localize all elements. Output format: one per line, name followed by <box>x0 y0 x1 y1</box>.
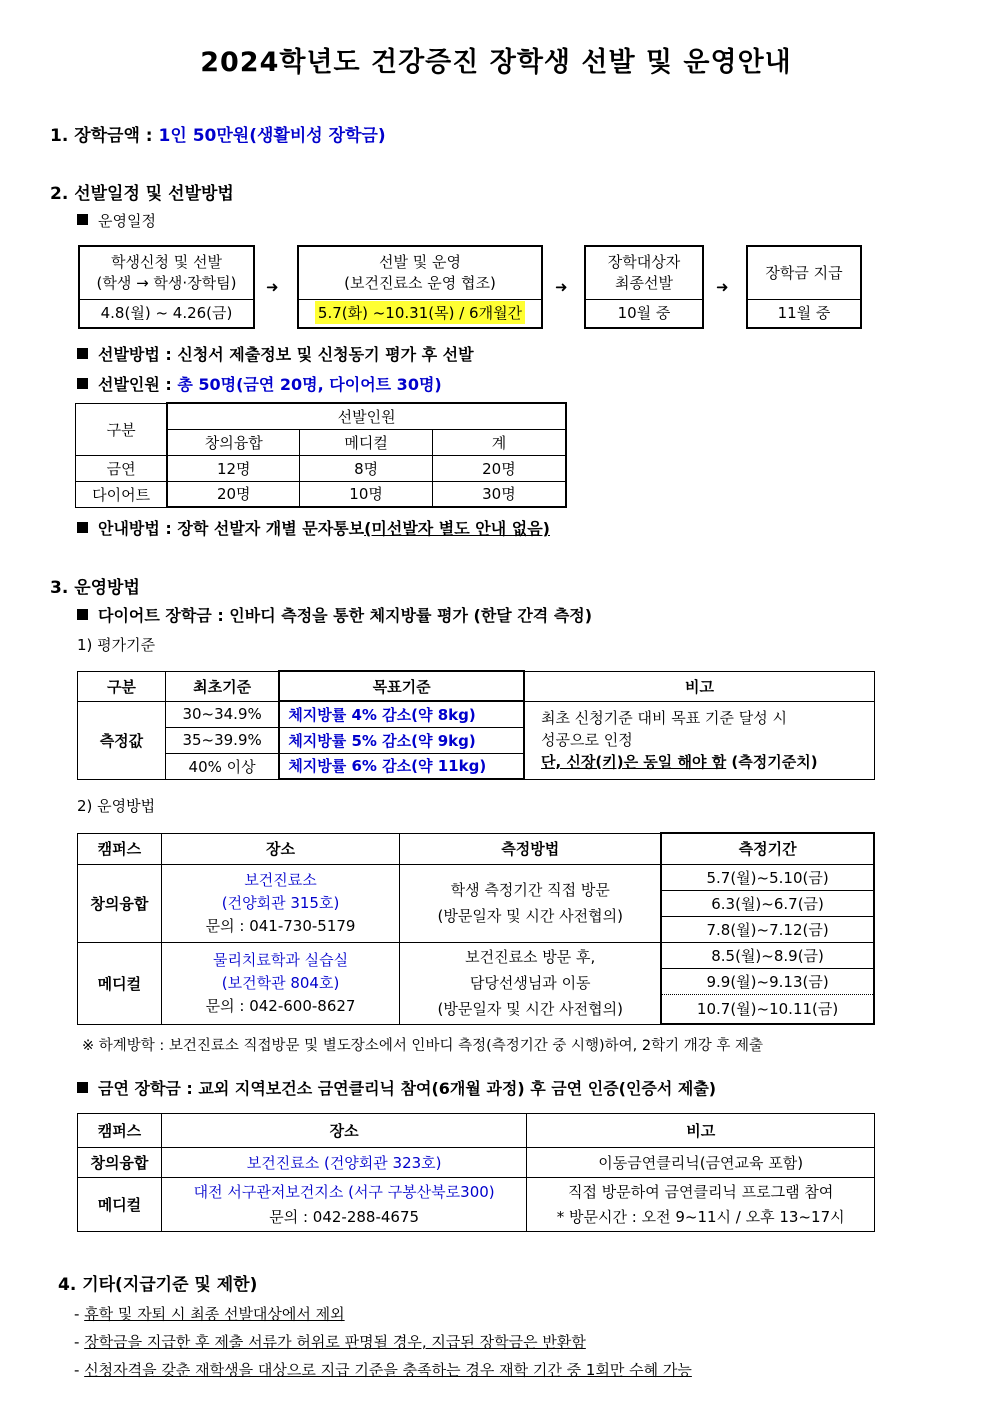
section-3-heading: 3. 운영방법 <box>50 578 140 598</box>
cell: 12명 <box>167 455 300 481</box>
row-label: 측정값 <box>78 701 166 779</box>
flow-step-application <box>78 245 255 329</box>
period-cell: 8.5(월)~8.9(금) <box>661 942 874 968</box>
row-label: 다이어트 <box>76 481 168 507</box>
table-row <box>76 455 567 481</box>
flow-step-payment <box>746 245 862 329</box>
selection-method <box>77 342 474 365</box>
period-cell: 5.7(월)~5.10(금) <box>661 864 874 890</box>
criteria-heading: 1) 평가기준 <box>77 636 156 654</box>
diet-scholarship-text: 다이어트 장학금 : 인바디 측정을 통한 체지방률 평가 (한달 간격 측정) <box>98 606 593 625</box>
cell: 20명 <box>167 481 300 507</box>
campus-cell: 창의융합 <box>78 1148 162 1178</box>
period-cell: 7.8(월)~7.12(금) <box>661 916 874 942</box>
header-col: 계 <box>432 429 566 455</box>
header-cell: 최초기준 <box>165 671 279 701</box>
table-row <box>78 864 875 890</box>
place-line1: 대전 서구관저보건지소 (서구 구봉산북로300) <box>193 1182 495 1201</box>
header-cell: 비고 <box>524 671 875 701</box>
method-line1: 보건진료소 방문 후, <box>465 948 596 966</box>
period-cell: 10.7(월)~10.11(금) <box>661 994 874 1024</box>
flow-step-date: 4.8(월) ~ 4.26(금) <box>100 303 233 322</box>
method-line2: 담당선생님과 이동 <box>469 974 591 992</box>
campus-cell: 메디컬 <box>78 942 162 1024</box>
selection-count-label: 선발인원 : <box>98 375 178 394</box>
place-contact: 문의 : 042-288-4675 <box>269 1207 420 1226</box>
header-cell: 측정기간 <box>661 833 874 864</box>
flow-step-date: 5.7(화) ~10.31(목) / 6개월간 <box>315 301 525 324</box>
arrow-right-icon: ➜ <box>716 278 729 296</box>
header-cell: 장소 <box>161 1114 527 1148</box>
method-line1: 학생 측정기간 직접 방문 <box>450 881 610 899</box>
scholarship-amount: 1인 50만원(생활비성 장학금) <box>158 126 386 146</box>
list-item-text: 장학금을 지급한 후 제출 서류가 허위로 판명될 경우, 지급된 장학금은 반환함 <box>84 1333 586 1351</box>
page-title: 2024학년도 건강증진 장학생 선발 및 운영안내 <box>200 47 792 78</box>
flow-step-line2: (보건진료소 운영 협조) <box>344 274 496 292</box>
selection-count <box>77 372 442 395</box>
criteria-note <box>524 701 875 779</box>
square-bullet-icon <box>77 609 88 620</box>
operation-heading: 2) 운영방법 <box>77 797 156 815</box>
flow-step-line2: (학생 → 학생·장학팀) <box>96 274 237 292</box>
place-contact: 문의 : 042-600-8627 <box>205 996 356 1015</box>
list-item-text: 신청자격을 갖춘 재학생을 대상으로 지급 기준을 충족하는 경우 재학 기간 중 1회만 수혜 가능 <box>84 1361 692 1379</box>
schedule-heading <box>77 210 156 231</box>
cell-goal: 체지방률 6% 감소(약 11kg) <box>279 753 524 779</box>
flow-step-line1: 장학금 지급 <box>765 263 843 282</box>
arrow-right-icon: ➜ <box>266 278 279 296</box>
operation-table <box>77 832 875 1025</box>
square-bullet-icon <box>77 522 88 533</box>
section-4-heading: 4. 기타(지급기준 및 제한) <box>58 1275 258 1295</box>
square-bullet-icon <box>77 348 88 359</box>
header-cell: 캠퍼스 <box>78 1114 162 1148</box>
header-cell: 목표기준 <box>279 671 524 701</box>
cell: 30명 <box>432 481 566 507</box>
header-cell: 캠퍼스 <box>78 833 162 864</box>
note-cell: 이동금연클리닉(금연교육 포함) <box>527 1148 875 1178</box>
header-cell: 장소 <box>161 833 399 864</box>
section-1-label: 1. 장학금액 : <box>50 126 159 146</box>
flow-step-date: 11월 중 <box>777 303 831 322</box>
header-selection-count: 선발인원 <box>167 403 566 429</box>
place-cell <box>161 1178 527 1232</box>
table-row <box>78 1178 875 1232</box>
flow-step-line1: 선발 및 운영 <box>379 253 461 271</box>
criteria-table <box>77 670 875 780</box>
cell: 20명 <box>432 455 566 481</box>
smoking-scholarship-text: 금연 장학금 : 교외 지역보건소 금연클리닉 참여(6개월 과정) 후 금연 인증(인증서 제출) <box>98 1079 717 1098</box>
method-line2: (방문일자 및 시간 사전협의) <box>437 907 623 925</box>
cell-goal: 체지방률 5% 감소(약 9kg) <box>279 727 524 753</box>
note-cell <box>527 1178 875 1232</box>
table-row <box>76 481 567 507</box>
place-line2: (보건학관 804호) <box>221 973 340 992</box>
criteria-note-line1: 최초 신청기준 대비 목표 기준 달성 시 <box>541 709 787 727</box>
method-cell <box>400 864 661 942</box>
section-1 <box>50 121 386 146</box>
method-cell <box>400 942 661 1024</box>
cell-goal: 체지방률 4% 감소(약 8kg) <box>279 701 524 727</box>
operation-note: ※ 하계방학 : 보건진료소 직접방문 및 별도장소에서 인바디 측정(측정기간 중 시행)하여, 2학기 개강 후 제출 <box>82 1038 763 1054</box>
etc-list <box>74 1300 692 1384</box>
criteria-note-underline: 단, 신장(키)은 동일 해야 함 <box>541 753 727 771</box>
notice-method-text: 안내방법 : 장학 선발자 개별 문자통보 <box>98 519 365 538</box>
flow-step-line2: 최종선발 <box>615 274 673 292</box>
cell-base: 30~34.9% <box>165 701 279 727</box>
campus-cell: 메디컬 <box>78 1178 162 1232</box>
cell: 10명 <box>300 481 433 507</box>
selection-count-value: 총 50명(금연 20명, 다이어트 30명) <box>177 375 442 394</box>
diet-scholarship-heading <box>77 603 592 626</box>
place-contact: 문의 : 041-730-5179 <box>205 916 356 935</box>
section-2-heading: 2. 선발일정 및 선발방법 <box>50 184 234 204</box>
flow-step-line1: 장학대상자 <box>607 253 681 271</box>
selection-method-text: 선발방법 : 신청서 제출정보 및 신청동기 평가 후 선발 <box>98 345 474 364</box>
header-col: 창의융합 <box>167 429 300 455</box>
list-item: - 신청자격을 갖춘 재학생을 대상으로 지급 기준을 충족하는 경우 재학 기간 중 1회만 수혜 가능 <box>74 1361 692 1379</box>
period-cell: 9.9(월)~9.13(금) <box>661 968 874 994</box>
list-item: - 장학금을 지급한 후 제출 서류가 허위로 판명될 경우, 지급된 장학금은 반환함 <box>74 1333 586 1351</box>
place-line1: 보건진료소 <box>244 870 317 889</box>
note-line1: 직접 방문하여 금연클리닉 프로그램 참여 <box>568 1182 834 1201</box>
criteria-note-rest: (측정기준치) <box>726 753 818 771</box>
flow-step-date: 10월 중 <box>617 303 671 322</box>
notice-method-underline: (미선발자 별도 안내 없음) <box>364 519 550 538</box>
header-cell: 비고 <box>527 1114 875 1148</box>
place-line1: 물리치료학과 실습실 <box>212 950 349 969</box>
list-item-text: 휴학 및 자퇴 시 최종 선발대상에서 제외 <box>84 1305 345 1323</box>
table-row <box>78 1148 875 1178</box>
header-cell: 구분 <box>78 671 166 701</box>
square-bullet-icon <box>77 378 88 389</box>
flow-step-line1: 학생신청 및 선발 <box>111 253 222 271</box>
criteria-note-line2: 성공으로 인정 <box>541 731 633 749</box>
place-cell <box>161 942 399 1024</box>
arrow-right-icon: ➜ <box>555 278 568 296</box>
list-item: - 휴학 및 자퇴 시 최종 선발대상에서 제외 <box>74 1305 345 1323</box>
cell: 8명 <box>300 455 433 481</box>
table-row <box>78 942 875 968</box>
place-line2: (건양회관 315호) <box>221 893 340 912</box>
table-row <box>78 701 875 727</box>
period-cell: 6.3(월)~6.7(금) <box>661 890 874 916</box>
header-cell: 측정방법 <box>400 833 661 864</box>
flow-step-final-selection <box>584 245 704 329</box>
cell-base: 35~39.9% <box>165 727 279 753</box>
note-line2: * 방문시간 : 오전 9~11시 / 오후 13~17시 <box>556 1207 845 1226</box>
header-group: 구분 <box>76 403 168 455</box>
place-cell: 보건진료소 (건양회관 323호) <box>161 1148 527 1178</box>
square-bullet-icon <box>77 1082 88 1093</box>
selection-count-table <box>75 402 567 508</box>
smoking-table <box>77 1113 875 1232</box>
row-label: 금연 <box>76 455 168 481</box>
header-col: 메디컬 <box>300 429 433 455</box>
flow-step-operation <box>297 245 543 329</box>
square-bullet-icon <box>77 214 88 225</box>
cell-base: 40% 이상 <box>165 753 279 779</box>
place-cell <box>161 864 399 942</box>
method-line3: (방문일자 및 시간 사전협의) <box>437 1000 623 1018</box>
campus-cell: 창의융합 <box>78 864 162 942</box>
notice-method <box>77 516 550 539</box>
schedule-label: 운영일정 <box>98 212 156 230</box>
smoking-scholarship-heading <box>77 1076 716 1099</box>
